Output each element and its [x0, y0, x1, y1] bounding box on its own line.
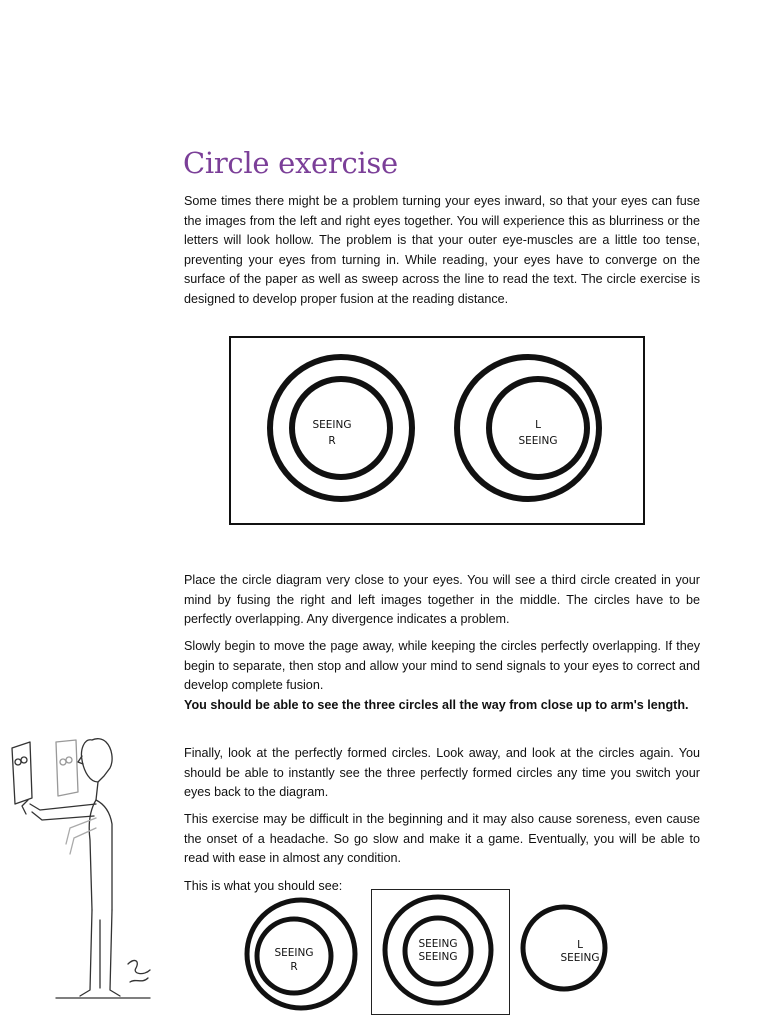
result-left-label-2: R: [290, 961, 298, 973]
diagram-left-label-1: SEEING: [312, 419, 352, 431]
slowly-paragraph: Slowly begin to move the page away, while keeping the circles perfectly overlapping. If they begin to separate, then stop and allow your mind to send signals to your eyes to correct and develop complete fusion.: [184, 639, 700, 693]
man-holding-page-illustration: [0, 720, 160, 1010]
result-middle-label-2: SEEING: [418, 951, 458, 963]
result-right-label-2: SEEING: [560, 952, 600, 964]
see-paragraph: This is what you should see:: [184, 879, 343, 893]
place-paragraph: Place the circle diagram very close to your eyes. You will see a third circle created in your mind by fusing the right and left images together in the middle. The circles have to be perfectly overlapping. Any divergence indicates a problem.: [184, 573, 700, 627]
result-frame: [371, 889, 510, 1015]
diagram-right-label-1: L: [535, 419, 541, 431]
result-middle-label-1: SEEING: [418, 938, 458, 950]
bold-instruction: You should be able to see the three circles all the way from close up to arm's length.: [184, 698, 689, 712]
result-left-circles: [247, 900, 355, 1008]
diagram-left-label-2: R: [328, 435, 336, 447]
diagram-right-label-2: SEEING: [518, 435, 558, 447]
page-title: Circle exercise: [183, 146, 398, 180]
result-left-label-1: SEEING: [274, 947, 314, 959]
diagram-left-circles: [270, 357, 412, 499]
intro-paragraph: Some times there might be a problem turning your eyes inward, so that your eyes can fuse the images from the left and right eyes together. You will experience this as blurriness or the letters will look hollow. The problem is that your outer eye-muscles are a little too tense, preventing your eyes from turning in. While reading, your eyes have to converge on the surface of the paper as well as sweep across the line to read the text. The circle exercise is designed to develop proper fusion at the reading distance.: [184, 194, 700, 306]
difficult-paragraph: This exercise may be difficult in the beginning and it may also cause soreness, even cause the onset of a headache. So go slow and make it a game. Eventually, you will be able to read with ease in almost any condition.: [184, 812, 700, 866]
diagram-right-circles: [457, 357, 599, 499]
result-right-circles: [523, 907, 605, 989]
result-right-label-1: L: [577, 939, 583, 951]
finally-paragraph: Finally, look at the perfectly formed circles. Look away, and look at the circles again. You should be able to instantly see the three perfectly formed circles any time you switch your eyes back to the diagram.: [184, 746, 700, 800]
